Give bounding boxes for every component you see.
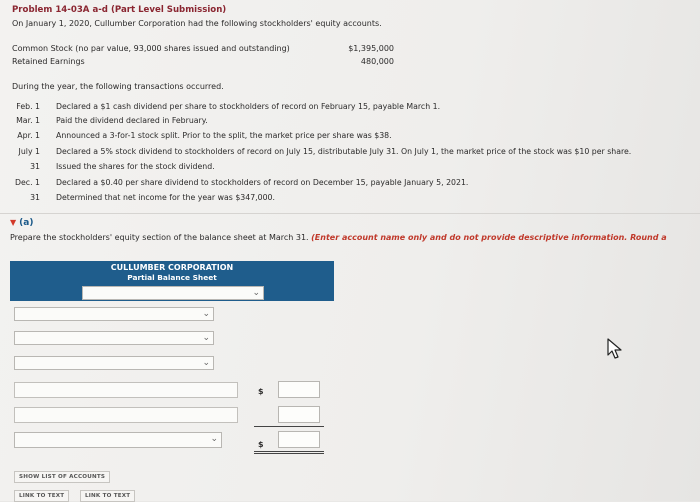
- account-label-common-stock: Common Stock (no par value, 93,000 shares issued and outstanding): [12, 44, 290, 53]
- part-a-label: (a): [19, 218, 34, 228]
- instruction-text: Prepare the stockholders' equity section of the balance sheet at March 31.: [10, 233, 309, 242]
- transaction-text: Paid the dividend declared in February.: [56, 116, 208, 125]
- chevron-down-icon: ⌄: [210, 434, 218, 444]
- transaction-text: Issued the shares for the stock dividend.: [56, 162, 215, 171]
- expand-triangle-icon: ▼: [10, 218, 17, 227]
- transaction-date: July 1: [18, 147, 40, 156]
- date-heading-select[interactable]: [82, 286, 264, 300]
- part-a-instruction: [10, 233, 667, 242]
- link-to-text-button[interactable]: LINK TO TEXT: [14, 490, 69, 502]
- currency-symbol: $: [258, 440, 264, 449]
- total-amount-input[interactable]: [278, 431, 320, 448]
- transactions-intro: During the year, the following transactions occurred.: [12, 82, 224, 91]
- account-value-common-stock: $1,395,000: [348, 44, 394, 53]
- account-name-input-2[interactable]: [14, 407, 238, 423]
- transaction-text: Determined that net income for the year was $347,000.: [56, 193, 275, 202]
- total-double-underline: [254, 453, 324, 454]
- transaction-text: Declared a $0.40 per share dividend to stockholders of record on December 15, payable January 5, 2021.: [56, 178, 469, 187]
- problem-title: Problem 14-03A a-d (Part Level Submission): [12, 5, 227, 15]
- section-divider: [0, 213, 700, 214]
- account-select-2[interactable]: [14, 331, 214, 345]
- account-select-3[interactable]: [14, 356, 214, 370]
- mouse-cursor-icon: [606, 338, 626, 360]
- account-select-1[interactable]: [14, 307, 214, 321]
- link-to-text-button[interactable]: LINK TO TEXT: [80, 490, 135, 502]
- account-value-retained-earnings: 480,000: [360, 57, 394, 66]
- chevron-down-icon: ⌄: [252, 288, 260, 298]
- transaction-date: Apr. 1: [17, 131, 40, 140]
- account-label-retained-earnings: Retained Earnings: [12, 57, 85, 66]
- instruction-note: (Enter account name only and do not provide descriptive information. Round a: [311, 233, 667, 242]
- show-list-of-accounts-button[interactable]: SHOW LIST OF ACCOUNTS: [14, 471, 110, 483]
- transaction-text: Declared a $1 cash dividend per share to stockholders of record on February 15, payable March 1.: [56, 102, 441, 111]
- chevron-down-icon: ⌄: [202, 309, 210, 319]
- chevron-down-icon: ⌄: [202, 358, 210, 368]
- amount-input-2[interactable]: [278, 406, 320, 423]
- transaction-date: Mar. 1: [16, 116, 40, 125]
- transaction-text: Announced a 3-for-1 stock split. Prior to the split, the market price per share was $38.: [56, 131, 392, 140]
- part-a-toggle[interactable]: [10, 218, 33, 228]
- transaction-date: Feb. 1: [16, 102, 40, 111]
- total-account-select[interactable]: [14, 432, 222, 448]
- company-name: CULLUMBER CORPORATION: [110, 263, 234, 272]
- currency-symbol: $: [258, 387, 264, 396]
- amount-input-1[interactable]: [278, 381, 320, 398]
- chevron-down-icon: ⌄: [202, 333, 210, 343]
- transaction-date: 31: [30, 162, 40, 171]
- subtotal-underline: [254, 426, 324, 427]
- problem-intro: On January 1, 2020, Cullumber Corporation had the following stockholders' equity accounts.: [12, 19, 382, 28]
- account-name-input-1[interactable]: [14, 382, 238, 398]
- transaction-date: 31: [30, 193, 40, 202]
- transaction-text: Declared a 5% stock dividend to stockholders of record on July 15, distributable July 31. On July 1, the market price of the stock was $10 per share.: [56, 147, 632, 156]
- transaction-date: Dec. 1: [14, 178, 40, 187]
- statement-subtitle: Partial Balance Sheet: [127, 273, 217, 282]
- total-double-underline: [254, 451, 324, 452]
